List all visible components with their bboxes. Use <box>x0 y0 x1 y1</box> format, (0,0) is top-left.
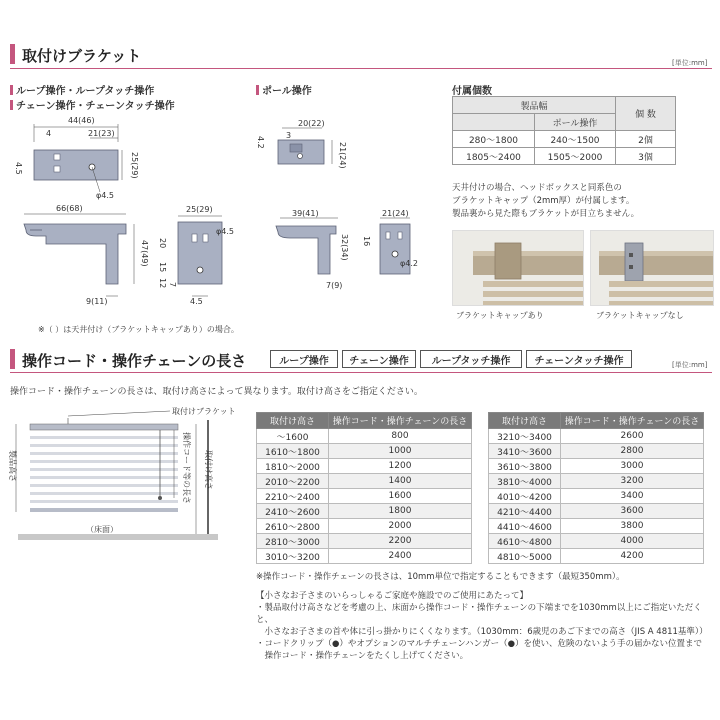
accessory-table <box>452 96 676 165</box>
pole-dim-side-length: 39(41) <box>292 209 319 218</box>
table-row: 2410～2600 1800 <box>257 504 472 519</box>
photo1-caption: ブラケットキャップあり <box>456 311 544 320</box>
dim-front-width: 25(29) <box>186 205 213 214</box>
tab-chain-touch: チェーンタッチ操作 <box>526 350 632 368</box>
blind-slats <box>30 436 178 512</box>
section2-title: 操作コード・操作チェーンの長さ <box>22 352 247 370</box>
bracket-diagram-pole <box>252 112 432 302</box>
length-right-col2: 操作コード・操作チェーンの長さ <box>561 413 704 429</box>
section1-accent-bar <box>10 44 15 64</box>
section2-unit: [単位:mm] <box>672 361 708 369</box>
bracket-top-view <box>14 116 139 200</box>
table-row: 2810～3000 2200 <box>257 534 472 549</box>
length-left-body <box>257 429 472 564</box>
table-row: 4010～4200 3400 <box>489 489 704 504</box>
pole-heading: ポール操作 <box>256 82 312 97</box>
pole-dim-top-3: 3 <box>286 131 292 140</box>
tab-loop-touch: ループタッチ操作 <box>420 350 522 368</box>
dim-side-length: 66(68) <box>56 204 83 213</box>
pole-dim-side-foot: 7(9) <box>326 281 343 290</box>
table-row: 2010～2200 1400 <box>257 474 472 489</box>
dim-front-12: 12 <box>158 278 167 289</box>
dim-top-width: 44(46) <box>68 116 95 125</box>
table-row: 3010～3200 2400 <box>257 549 472 564</box>
diagram-mount-height: 取付け高さ <box>204 450 213 490</box>
pole-top-view <box>256 119 347 169</box>
table-row: 3210～3400 2600 <box>489 429 704 444</box>
section2-accent-bar <box>10 349 15 369</box>
safety-note: 【小さなお子さまのいらっしゃるご家庭や施設でのご使用にあたって】 ・製品取付け高さなどを考慮の上、床面から操作コード・操作チェーンの下端までを1030mm以上にご指定いただくと、 小さなお子さまの首や体に引っ掛かりにくくなります。（1030mm：6歳児のあご下までの高さ（JIS A 4811基準）） ・コードクリップ（●）やオプションのマルチチェーンハンガー（●）を使い、危険のないよう手の届かない位置まで 操作コード・操作チェーンをたくし上げてください。 <box>256 590 716 662</box>
blind-height-diagram <box>8 400 244 550</box>
dim-top-slot: 4 <box>46 129 52 138</box>
table-row: 2610～2800 2000 <box>257 519 472 534</box>
photo-without-cap <box>590 230 714 306</box>
table-row: 4610～4800 4000 <box>489 534 704 549</box>
pole-side-view <box>276 209 349 290</box>
acc-row1-count: 2個 <box>616 131 676 148</box>
section2-intro: 操作コード・操作チェーンの長さは、取付け高さによって異なります。取付け高さをご指定ください。 <box>10 387 423 397</box>
dim-top-hole-dia: φ4.5 <box>96 191 114 200</box>
left-heading-1: ループ操作・ループタッチ操作 <box>10 82 154 97</box>
table-row: 3610～3800 3000 <box>489 459 704 474</box>
length-right-col1: 取付け高さ <box>489 413 561 429</box>
accessory-title: 付属個数 <box>452 86 492 97</box>
table-row: ～1600 800 <box>257 429 472 444</box>
table-row: 1610～1800 1000 <box>257 444 472 459</box>
pole-dim-top-42: 4.2 <box>256 136 265 149</box>
table-row: 2210～2400 1600 <box>257 489 472 504</box>
acc-row2-pole: 1505～2000 <box>535 148 616 165</box>
length-table-right <box>488 412 704 564</box>
pole-dim-front-width: 21(24) <box>382 209 409 218</box>
table-row: 3410～3600 2800 <box>489 444 704 459</box>
length-left-col2: 操作コード・操作チェーンの長さ <box>329 413 472 429</box>
pole-dim-side-height: 32(34) <box>340 234 349 261</box>
dim-top-edge: 4.5 <box>14 162 23 175</box>
pole-dim-top-width: 20(22) <box>298 119 325 128</box>
length-table-left <box>256 412 472 564</box>
safety-title: 【小さなお子さまのいらっしゃるご家庭や施設でのご使用にあたって】 <box>256 591 529 601</box>
dim-front-20: 20 <box>158 238 167 249</box>
table-row: 4810～5000 4200 <box>489 549 704 564</box>
dim-front-15: 15 <box>158 262 167 273</box>
tab-loop: ループ操作 <box>270 350 338 368</box>
dim-side-height: 47(49) <box>140 240 149 267</box>
tab-chain: チェーン操作 <box>342 350 416 368</box>
left-heading-2: チェーン操作・チェーンタッチ操作 <box>10 97 175 112</box>
photo2-caption: ブラケットキャップなし <box>596 311 684 320</box>
acc-row2-count: 3個 <box>616 148 676 165</box>
acc-row2-range: 1805～2400 <box>453 148 535 165</box>
section1-rule <box>10 68 712 69</box>
pole-dim-front-hole: φ4.2 <box>400 259 418 268</box>
acc-header-count: 個 数 <box>616 97 676 131</box>
diagram-bracket-label: 取付けブラケット <box>172 407 236 416</box>
table-row: 3810～4000 3200 <box>489 474 704 489</box>
dim-front-7: 7 <box>168 282 177 288</box>
diagram-product-height: 製品高さ <box>8 450 17 482</box>
bracket-side-view <box>24 204 149 306</box>
acc-row1-range: 280～1800 <box>453 131 535 148</box>
bracket-front-view <box>158 205 234 306</box>
footnote-parentheses: ※（ ）は天井付け（ブラケットキャップあり）の場合。 <box>38 325 239 334</box>
photo-with-cap <box>452 230 584 306</box>
section1-unit: [単位:mm] <box>672 59 708 67</box>
diagram-cord-length: 操作コード等の長さ <box>182 432 191 504</box>
length-left-col1: 取付け高さ <box>257 413 329 429</box>
table-row: 4210～4400 3600 <box>489 504 704 519</box>
acc-header-pole: ポール操作 <box>535 114 616 131</box>
table-row: 4410～4600 3800 <box>489 519 704 534</box>
pole-dim-top-depth: 21(24) <box>338 142 347 169</box>
ceiling-note: 天井付けの場合、ヘッドボックスと同系色の ブラケットキャップ（2mm厚）が付属します。 製品裏から見た際もブラケットが目立ちません。 <box>452 183 640 219</box>
section1-title: 取付けブラケット <box>22 47 142 65</box>
section2-rule <box>10 372 712 373</box>
acc-header-width: 製品幅 <box>453 97 616 114</box>
dim-top-hole-offset: 21(23) <box>88 129 115 138</box>
length-right-body <box>489 429 704 564</box>
pole-front-view <box>362 209 418 274</box>
dim-front-45: 4.5 <box>190 297 203 306</box>
acc-row1-pole: 240～1500 <box>535 131 616 148</box>
dim-top-depth: 25(29) <box>130 152 139 179</box>
dim-side-foot: 9(11) <box>86 297 108 306</box>
dim-front-hole-dia: φ4.5 <box>216 227 234 236</box>
table-row: 1810～2000 1200 <box>257 459 472 474</box>
pole-dim-front-16: 16 <box>362 236 371 247</box>
bracket-diagram-loop-chain <box>10 112 250 317</box>
diagram-floor: （床面） <box>86 525 118 534</box>
length-note: ※操作コード・操作チェーンの長さは、10mm単位で指定することもできます（最短350mm）。 <box>256 572 625 582</box>
